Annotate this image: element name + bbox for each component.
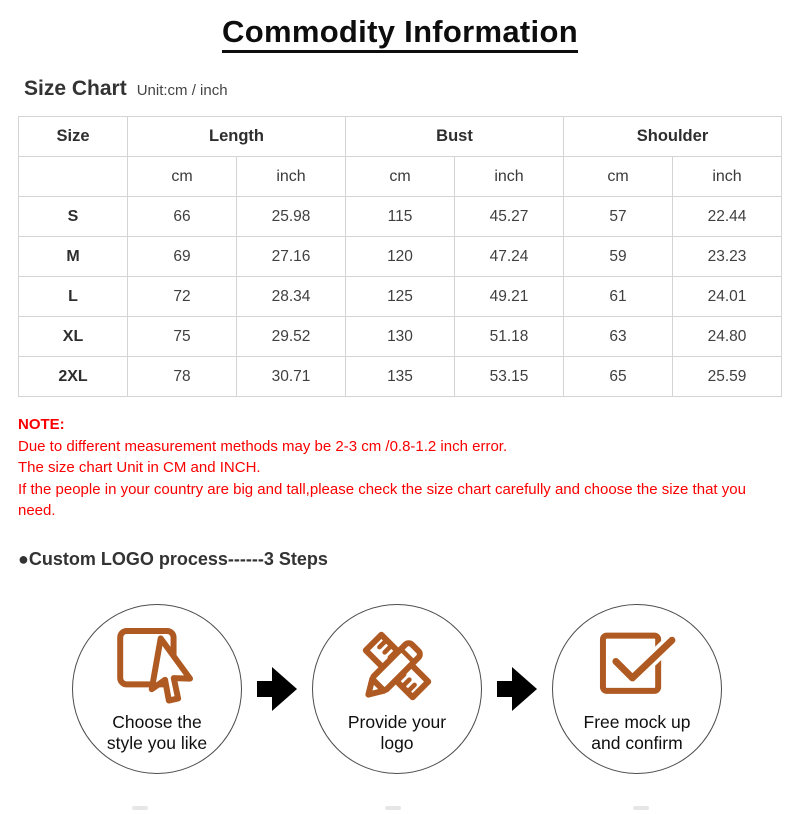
value-cell: 115 bbox=[346, 197, 455, 237]
value-cell: 120 bbox=[346, 237, 455, 277]
value-cell: 28.34 bbox=[237, 277, 346, 317]
value-cell: 29.52 bbox=[237, 317, 346, 357]
commodity-info-page bbox=[0, 14, 800, 814]
table-row bbox=[19, 237, 782, 277]
value-cell: 125 bbox=[346, 277, 455, 317]
col-header-shoulder: Shoulder bbox=[564, 117, 782, 157]
table-row bbox=[19, 277, 782, 317]
logo-process-steps bbox=[0, 604, 800, 774]
value-cell: 69 bbox=[128, 237, 237, 277]
table-group-header-row bbox=[19, 117, 782, 157]
note-line: Due to different measurement methods may be 2-3 cm /0.8-1.2 inch error. bbox=[18, 437, 508, 455]
value-cell: 51.18 bbox=[455, 317, 564, 357]
step-choose-style bbox=[72, 604, 242, 774]
col-header-size: Size bbox=[19, 117, 128, 157]
col-header-bust: Bust bbox=[346, 117, 564, 157]
value-cell: 47.24 bbox=[455, 237, 564, 277]
unit-header-cm: cm bbox=[346, 157, 455, 197]
cropped-artifact bbox=[132, 806, 148, 810]
step-provide-logo bbox=[312, 604, 482, 774]
value-cell: 30.71 bbox=[237, 357, 346, 397]
value-cell: 66 bbox=[128, 197, 237, 237]
value-cell: 25.59 bbox=[673, 357, 782, 397]
value-cell: 27.16 bbox=[237, 237, 346, 277]
table-row bbox=[19, 357, 782, 397]
step-label: Choose the style you like bbox=[106, 711, 208, 753]
size-cell: S bbox=[19, 197, 128, 237]
size-chart-header bbox=[24, 77, 800, 101]
size-chart-heading: Size Chart bbox=[24, 77, 127, 100]
unit-header-inch: inch bbox=[673, 157, 782, 197]
value-cell: 63 bbox=[564, 317, 673, 357]
note-block bbox=[18, 414, 780, 522]
unit-header-cm: cm bbox=[564, 157, 673, 197]
page-title: Commodity Information bbox=[0, 14, 800, 50]
value-cell: 135 bbox=[346, 357, 455, 397]
step-free-mockup bbox=[552, 604, 722, 774]
right-arrow-icon bbox=[482, 667, 552, 711]
value-cell: 49.21 bbox=[455, 277, 564, 317]
step-label: Free mock up and confirm bbox=[583, 711, 691, 753]
size-chart-unit-label: Unit:cm / inch bbox=[136, 82, 228, 99]
value-cell: 53.15 bbox=[455, 357, 564, 397]
pencil-ruler-icon bbox=[351, 620, 443, 712]
value-cell: 24.01 bbox=[673, 277, 782, 317]
unit-header-inch: inch bbox=[455, 157, 564, 197]
size-chart-table bbox=[18, 116, 782, 397]
size-cell: M bbox=[19, 237, 128, 277]
size-cell: 2XL bbox=[19, 357, 128, 397]
value-cell: 78 bbox=[128, 357, 237, 397]
note-line: If the people in your country are big and tall,please check the size chart carefully and choose the size that you need. bbox=[18, 480, 746, 519]
unit-header-inch: inch bbox=[237, 157, 346, 197]
size-cell: XL bbox=[19, 317, 128, 357]
table-row bbox=[19, 197, 782, 237]
custom-logo-process-heading: ●Custom LOGO process------3 Steps bbox=[18, 548, 328, 569]
value-cell: 24.80 bbox=[673, 317, 782, 357]
checkbox-check-icon bbox=[591, 620, 683, 712]
cropped-artifact bbox=[385, 806, 401, 810]
note-label: NOTE: bbox=[18, 416, 65, 433]
value-cell: 130 bbox=[346, 317, 455, 357]
value-cell: 25.98 bbox=[237, 197, 346, 237]
value-cell: 23.23 bbox=[673, 237, 782, 277]
value-cell: 57 bbox=[564, 197, 673, 237]
value-cell: 22.44 bbox=[673, 197, 782, 237]
unit-header-empty bbox=[19, 157, 128, 197]
value-cell: 72 bbox=[128, 277, 237, 317]
step-label: Provide your logo bbox=[347, 711, 447, 753]
value-cell: 65 bbox=[564, 357, 673, 397]
value-cell: 59 bbox=[564, 237, 673, 277]
note-line: The size chart Unit in CM and INCH. bbox=[18, 459, 261, 476]
right-arrow-icon bbox=[242, 667, 312, 711]
unit-header-cm: cm bbox=[128, 157, 237, 197]
value-cell: 75 bbox=[128, 317, 237, 357]
value-cell: 61 bbox=[564, 277, 673, 317]
col-header-length: Length bbox=[128, 117, 346, 157]
table-row bbox=[19, 317, 782, 357]
value-cell: 45.27 bbox=[455, 197, 564, 237]
size-cell: L bbox=[19, 277, 128, 317]
cursor-click-icon bbox=[111, 620, 203, 712]
table-unit-header-row bbox=[19, 157, 782, 197]
cropped-artifact bbox=[633, 806, 649, 810]
